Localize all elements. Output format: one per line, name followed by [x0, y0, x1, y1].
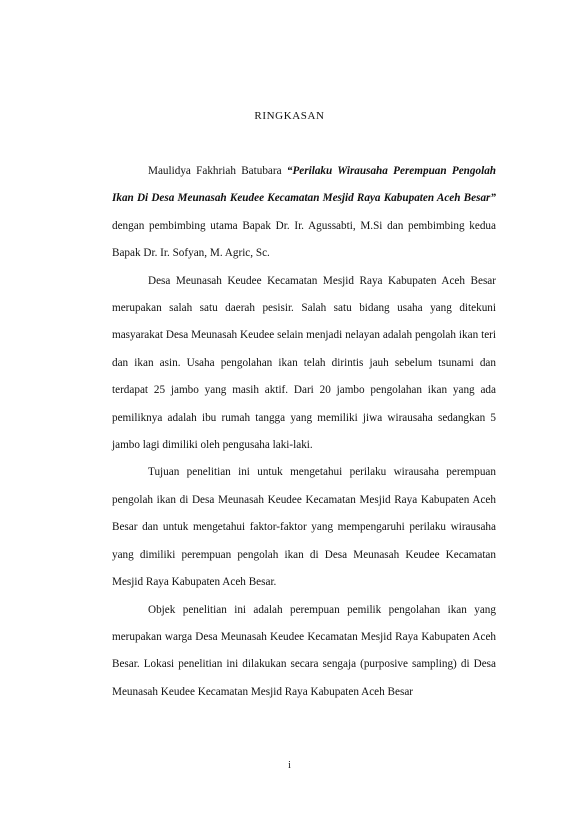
page-title: RINGKASAN [254, 110, 325, 122]
supervisors-text: dengan pembimbing utama Bapak Dr. Ir. Agussabti, M.Si dan pembimbing kedua Bapak Dr. Ir. Sofyan, M. Agric, Sc. [112, 219, 496, 260]
paragraph-objective: Tujuan penelitian ini untuk mengetahui perilaku wirausaha perempuan pengolah ikan di Desa Meunasah Keudee Kecamatan Mesjid Raya Kabupaten Aceh Besar dan untuk mengetahui faktor-faktor yang mempengaruhi perilaku wirausaha yang dimiliki perempuan pengolah ikan di Desa Meunasah Keudee Kecamatan Mesjid Raya Kabupaten Aceh Besar. [112, 466, 496, 589]
paragraph-citation [112, 158, 496, 268]
summary-body [112, 158, 496, 706]
paragraph-background: Desa Meunasah Keudee Kecamatan Mesjid Raya Kabupaten Aceh Besar merupakan salah satu daerah pesisir. Salah satu bidang usaha yang ditekuni masyarakat Desa Meunasah Keudee selain menjadi nelayan adalah pengolah ikan teri dan ikan asin. Usaha pengolahan ikan telah dirintis jauh sebelum tsunami dan terdapat 25 jambo yang masih aktif. Dari 20 jambo pengolahan ikan yang ada pemiliknya adalah ibu rumah tangga yang memiliki jiwa wirausaha sedangkan 5 jambo lagi dimiliki oleh pengusaha laki-laki. [112, 274, 496, 452]
page-number: i [288, 760, 291, 771]
paragraph-object: Objek penelitian ini adalah perempuan pemilik pengolahan ikan yang merupakan warga Desa Meunasah Keudee Kecamatan Mesjid Raya Kabupaten Aceh Besar. Lokasi penelitian ini dilakukan secara sengaja (purposive sampling) di Desa Meunasah Keudee Kecamatan Mesjid Raya Kabupaten Aceh Besar [112, 603, 496, 698]
thesis-title: “Perilaku Wirausaha Perempuan Pengolah Ikan Di Desa Meunasah Keudee Kecamatan Mesjid Raya Kabupaten Aceh Besar” [112, 165, 497, 205]
author-name: Maulidya Fakhriah Batubara [148, 165, 287, 177]
